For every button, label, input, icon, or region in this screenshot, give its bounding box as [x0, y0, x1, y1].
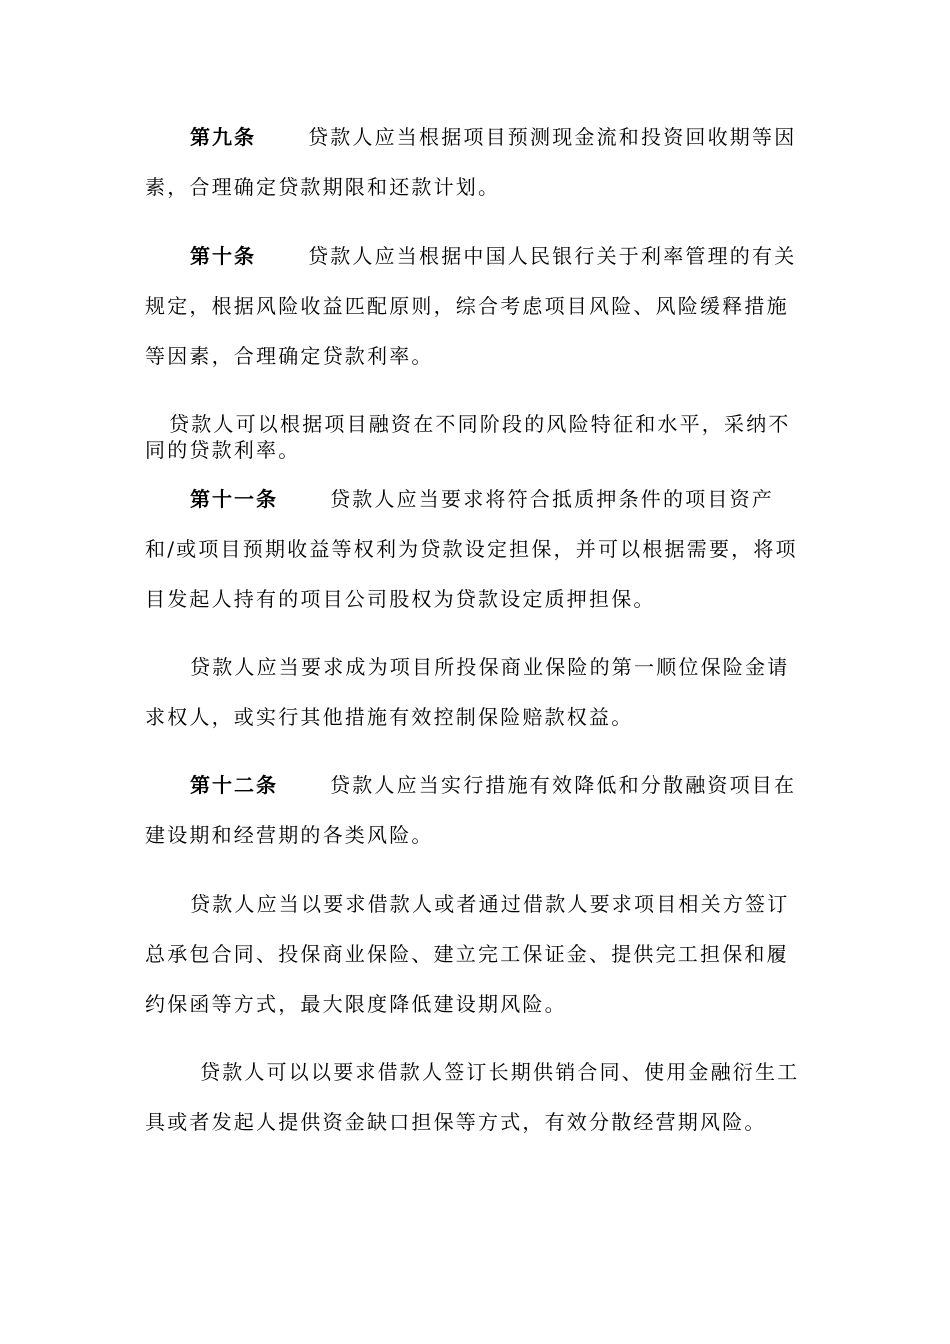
- article-9: [145, 112, 805, 212]
- paragraph-construction-risk: [145, 879, 805, 1029]
- article-heading: 第十一条: [190, 487, 278, 511]
- article-text: 贷款人应当根据项目预测现金流和投资回收期等因素，合理确定贷款期限和还款计划。: [145, 125, 797, 199]
- paragraph-operation-risk: [145, 1047, 805, 1147]
- article-10: [145, 231, 805, 381]
- paragraph-text: 贷款人可以以要求借款人签订长期供销合同、使用金融衍生工具或者发起人提供资金缺口担保等方式，有效分散经营期风险。: [145, 1060, 800, 1134]
- paragraph-interest-rate: [145, 411, 805, 463]
- article-heading: 第九条: [190, 125, 256, 149]
- article-heading: 第十二条: [190, 773, 278, 797]
- paragraph-text: 贷款人应当要求成为项目所投保商业保险的第一顺位保险金请求权人，或实行其他措施有效控制保险赔款权益。: [145, 655, 790, 729]
- article-text: 贷款人应当要求将符合抵质押条件的项目资产和/或项目预期收益等权利为贷款设定担保，并可以根据需要，将项目发起人持有的项目公司股权为贷款设定质押担保。: [145, 487, 798, 611]
- article-text: 贷款人应当实行措施有效降低和分散融资项目在建设期和经营期的各类风险。: [145, 773, 797, 847]
- article-heading: 第十条: [190, 244, 256, 268]
- article-11: [145, 474, 805, 624]
- paragraph-text: 贷款人应当以要求借款人或者通过借款人要求项目相关方签订总承包合同、投保商业保险、建立完工保证金、提供完工担保和履约保函等方式，最大限度降低建设期风险。: [145, 892, 790, 1016]
- paragraph-insurance: [145, 642, 805, 742]
- article-text: 贷款人应当根据中国人民银行关于利率管理的有关规定，根据风险收益匹配原则，综合考虑项目风险、风险缓释措施等因素，合理确定贷款利率。: [145, 244, 797, 368]
- article-12: [145, 760, 805, 860]
- paragraph-text: 贷款人可以根据项目融资在不同阶段的风险特征和水平，采纳不同的贷款利率。: [145, 412, 791, 462]
